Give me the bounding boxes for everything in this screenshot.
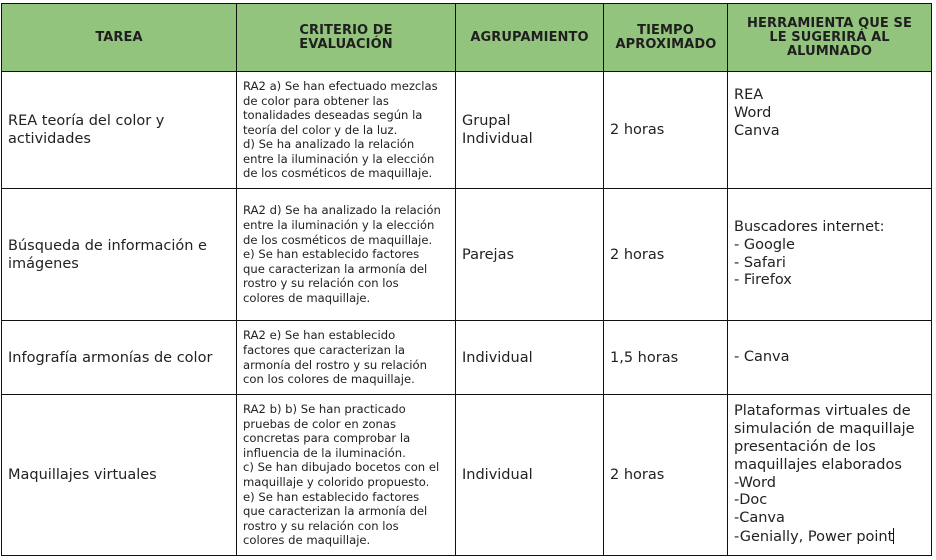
text-cursor xyxy=(893,528,894,544)
criteria-line: que caracterizan la armonía del xyxy=(243,504,428,519)
criteria-line: rostro y su relación con los xyxy=(243,276,399,291)
task-cell[interactable] xyxy=(2,395,237,556)
time-cell[interactable] xyxy=(604,395,728,556)
time-cell[interactable] xyxy=(604,321,728,395)
criteria-line: c) Se han dibujado bocetos con el xyxy=(243,460,440,475)
criteria-line: de los cosméticos de maquillaje. xyxy=(243,232,433,247)
task-cell[interactable] xyxy=(2,321,237,395)
criteria-cell[interactable] xyxy=(237,395,456,556)
tool-line: simulación de maquillaje xyxy=(734,421,915,438)
time-label: 2 horas xyxy=(610,467,665,483)
tool-line: -Genially, Power point xyxy=(734,528,894,545)
grouping-cell[interactable] xyxy=(456,189,604,321)
time-label: 2 horas xyxy=(610,122,665,138)
tools-cell[interactable] xyxy=(728,72,932,189)
criteria-line: e) Se han establecido factores xyxy=(243,247,420,262)
header-herramienta-label: HERRAMIENTA QUE SE LE SUGERIRÁ AL ALUMNADO xyxy=(747,15,912,59)
criteria-line: e) Se han establecido factores xyxy=(243,489,420,504)
grouping-line: Parejas xyxy=(462,246,515,263)
tools-cell[interactable] xyxy=(728,395,932,556)
criteria-line: teoría del color y de la luz. xyxy=(243,122,398,137)
grouping-cell[interactable] xyxy=(456,395,604,556)
tool-line: Buscadores internet: xyxy=(734,218,885,235)
time-cell[interactable] xyxy=(604,72,728,189)
task-label: Búsqueda de información e imágenes xyxy=(8,237,207,272)
grouping-line: Grupal xyxy=(462,113,511,129)
activities-table xyxy=(1,3,932,556)
tools-cell[interactable] xyxy=(728,321,932,395)
tool-line: Plataformas virtuales de xyxy=(734,403,911,420)
criteria-cell[interactable] xyxy=(237,189,456,321)
tool-line: -Word xyxy=(734,474,776,491)
criteria-line: de los cosméticos de maquillaje. xyxy=(243,166,433,181)
tool-line: Word xyxy=(734,104,772,121)
tool-line: REA xyxy=(734,87,764,103)
task-label: Infografía armonías de color xyxy=(8,349,213,366)
criteria-cell[interactable] xyxy=(237,72,456,189)
tool-line: - Firefox xyxy=(734,272,792,289)
task-cell[interactable] xyxy=(2,72,237,189)
criteria-line: armonía del rostro y su relación xyxy=(243,357,427,372)
header-herramienta xyxy=(728,4,932,72)
tools-cell[interactable] xyxy=(728,189,932,321)
criteria-line: factores que caracterizan la xyxy=(243,342,406,357)
criteria-line: colores de maquillaje. xyxy=(243,290,371,305)
tool-line: - Safari xyxy=(734,254,786,271)
table-header-row xyxy=(2,4,932,72)
tool-line: maquillajes elaborados xyxy=(734,456,902,473)
criteria-line: concretas para comprobar la xyxy=(243,431,411,446)
time-cell[interactable] xyxy=(604,189,728,321)
tool-line: presentación de los xyxy=(734,438,876,455)
time-label: 1,5 horas xyxy=(610,349,679,366)
grouping-line: Individual xyxy=(462,467,533,483)
criteria-line: RA2 a) Se han efectuado mezclas xyxy=(243,78,438,93)
criteria-line: pruebas de color en zonas xyxy=(243,416,397,431)
tool-line: - Canva xyxy=(734,348,790,365)
header-tarea: TAREA xyxy=(2,4,237,72)
header-criterio-label: CRITERIO DE EVALUACIÓN xyxy=(299,22,393,52)
criteria-line: entre la iluminación y la elección xyxy=(243,151,435,166)
task-label: REA teoría del color y actividades xyxy=(8,113,165,147)
task-cell[interactable] xyxy=(2,189,237,321)
table-row xyxy=(2,72,932,189)
criteria-line: d) Se ha analizado la relación xyxy=(243,137,415,152)
grouping-cell[interactable] xyxy=(456,72,604,189)
criteria-line: RA2 b) b) Se han practicado xyxy=(243,402,406,417)
task-label: Maquillajes virtuales xyxy=(8,467,157,483)
criteria-line: que caracterizan la armonía del xyxy=(243,261,428,276)
criteria-cell[interactable] xyxy=(237,321,456,395)
header-criterio xyxy=(237,4,456,72)
criteria-line: RA2 d) Se ha analizado la relación xyxy=(243,203,441,218)
criteria-line: rostro y su relación con los xyxy=(243,518,399,533)
criteria-line: maquillaje y colorido propuesto. xyxy=(243,475,430,489)
grouping-line: Individual xyxy=(462,131,533,147)
table-row xyxy=(2,189,932,321)
header-tiempo xyxy=(604,4,728,72)
criteria-line: influencia de la iluminación. xyxy=(243,445,406,460)
tool-line: - Google xyxy=(734,236,795,253)
grouping-line: Individual xyxy=(462,349,533,366)
criteria-line: RA2 e) Se han establecido xyxy=(243,328,396,343)
criteria-line: colores de maquillaje. xyxy=(243,533,371,548)
criteria-line: tonalidades deseadas según la xyxy=(243,108,423,123)
table-row xyxy=(2,395,932,556)
criteria-line: entre la iluminación y la elección xyxy=(243,218,435,233)
criteria-line: con los colores de maquillaje. xyxy=(243,372,415,387)
tool-line: -Doc xyxy=(734,492,768,509)
grouping-cell[interactable] xyxy=(456,321,604,395)
header-tiempo-label: TIEMPO APROXIMADO xyxy=(615,22,717,52)
table-row xyxy=(2,321,932,395)
header-agrupamiento: AGRUPAMIENTO xyxy=(456,4,604,72)
tool-line: -Canva xyxy=(734,510,785,527)
tool-line: Canva xyxy=(734,122,780,139)
time-label: 2 horas xyxy=(610,246,665,263)
criteria-line: de color para obtener las xyxy=(243,93,389,108)
